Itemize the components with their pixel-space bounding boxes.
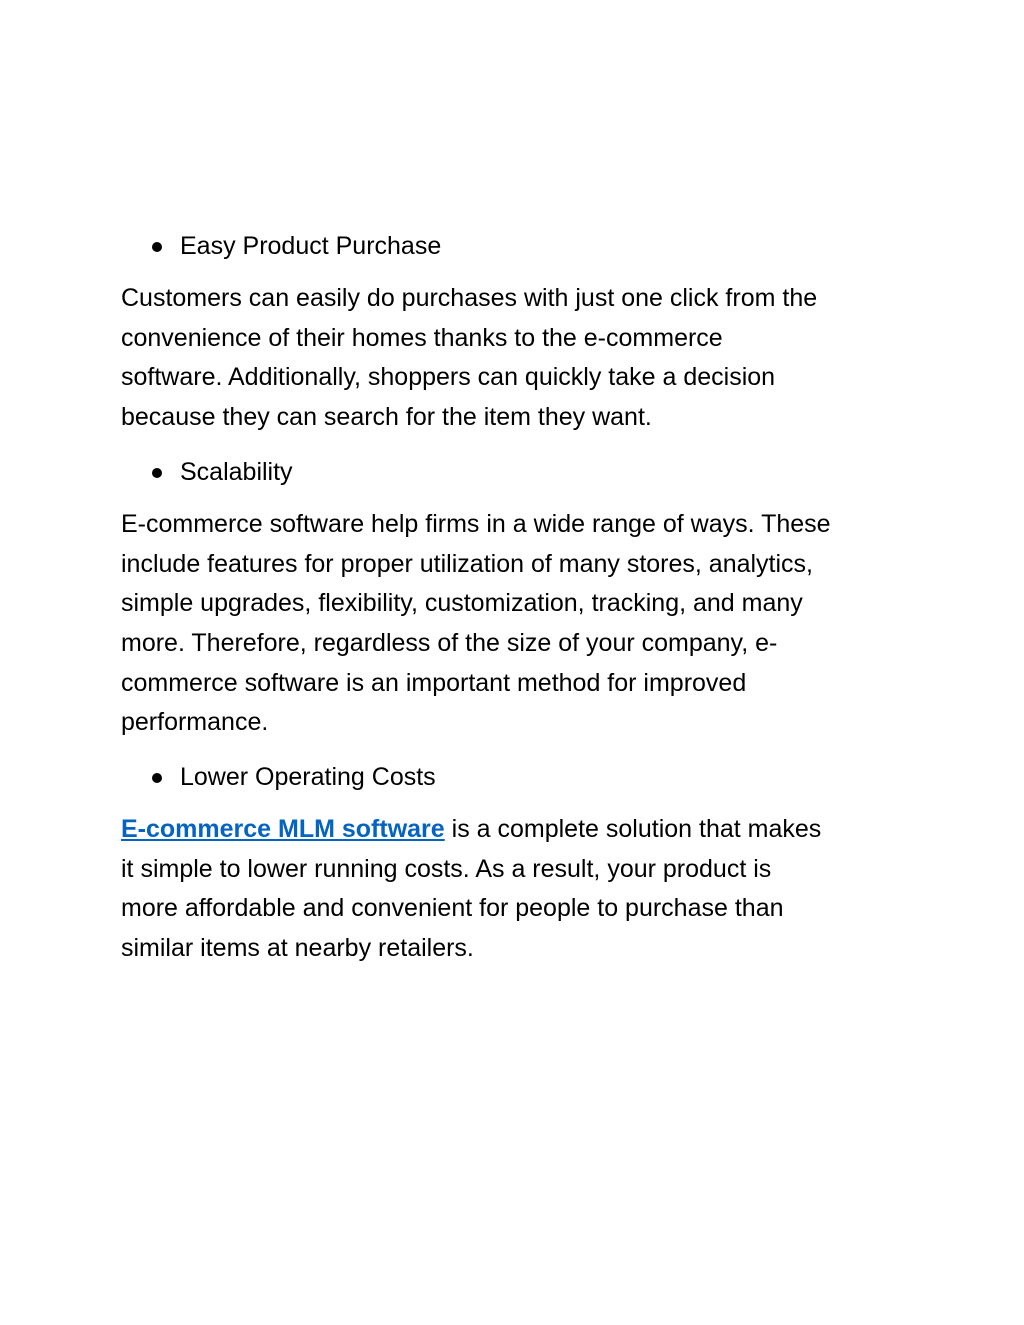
paragraph-line-rest: is a complete solution that makes xyxy=(444,815,822,844)
bullet-scalability xyxy=(121,452,911,492)
paragraph-line: E-commerce software help firms in a wide range of ways. These xyxy=(121,509,831,538)
paragraph-line: similar items at nearby retailers. xyxy=(121,934,474,963)
bullet-lower-operating-costs xyxy=(121,757,911,797)
paragraph-line: because they can search for the item they want. xyxy=(121,403,652,432)
paragraph-line: commerce software is an important method for improved xyxy=(121,668,747,697)
paragraph-line: include features for proper utilization of many stores, analytics, xyxy=(121,549,814,578)
paragraph-line: it simple to lower running costs. As a result, your product is xyxy=(121,854,772,883)
paragraph-line: performance. xyxy=(121,708,269,737)
bullet-heading: Lower Operating Costs xyxy=(180,763,436,792)
bullet-dot-icon xyxy=(152,468,162,478)
bullet-dot-icon xyxy=(152,242,162,252)
bullet-dot-icon xyxy=(152,773,162,783)
paragraph-line: more affordable and convenient for people to purchase than xyxy=(121,894,784,923)
paragraph-line: simple upgrades, flexibility, customization, tracking, and many xyxy=(121,589,803,618)
bullet-easy-product-purchase xyxy=(121,226,911,266)
paragraph-line: more. Therefore, regardless of the size of your company, e- xyxy=(121,628,778,657)
bullet-heading: Scalability xyxy=(180,457,293,486)
paragraph-easy-product-purchase xyxy=(121,279,911,438)
paragraph-line: convenience of their homes thanks to the e-commerce xyxy=(121,323,723,352)
ecommerce-mlm-software-link[interactable]: E-commerce MLM software xyxy=(121,815,445,844)
paragraph-lower-operating-costs xyxy=(121,810,911,969)
paragraph-scalability xyxy=(121,505,911,743)
paragraph-line: software. Additionally, shoppers can quickly take a decision xyxy=(121,363,776,392)
paragraph-line xyxy=(121,810,911,850)
document-content xyxy=(121,226,911,983)
bullet-heading: Easy Product Purchase xyxy=(180,232,442,260)
paragraph-line: Customers can easily do purchases with just one click from the xyxy=(121,284,818,312)
